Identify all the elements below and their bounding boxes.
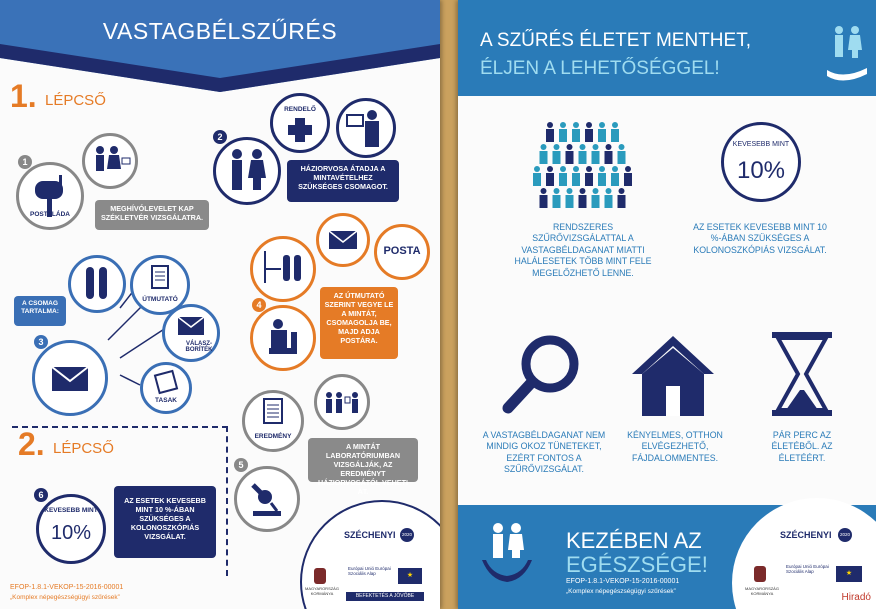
government-label: MAGYARORSZÁG KORMÁNYA [305,586,339,596]
envelope-circle [162,304,220,362]
test-tube-icon [71,258,123,310]
poster-title: VASTAGBÉLSZŰRÉS [102,18,338,44]
result-circle [242,390,304,452]
toilet-circle [250,305,316,371]
less-than-label: KEVESEBB MINT [44,507,98,514]
step1-heading: LÉPCSŐ [45,92,106,109]
headline-line2: ÉLJEN A LEHETŐSÉGGEL! [480,58,720,79]
crowd-icon [528,118,638,210]
step-number: 1 [18,155,32,169]
project-code: EFOP-1.8.1-VEKOP-15-2016-00001 [566,578,680,585]
people-icon [317,377,367,427]
news-watermark: Hiradó [820,590,874,606]
step-number: 3 [34,335,48,349]
percent-value: 10% [736,157,786,184]
text-colonoscopy: AZ ESETEK KEVESEBB MINT 10 %-ÁBAN SZÜKSÉGES A KOLONOSZKÓPIÁS VIZSGÁLAT. [693,222,827,255]
project-code: EFOP-1.8.1-VEKOP-15-2016-00001 [10,584,124,591]
text-few-minutes: PÁR PERC AZ ÉLETÉBŐL. AZ ÉLETÉÉRT. [771,430,833,463]
people-circle [314,374,370,430]
info-box-instructions: AZ ÚTMUTATÓ SZERINT VEGYE LE A MINTÁT, CSOMAGOLJA BE, MAJD ADJA POSTÁRA. [320,287,398,359]
eu-flag-icon: ★ [836,566,862,582]
test-tube-icon [253,239,313,299]
less-than-label: KEVESEBB MINT [732,141,790,148]
envelope-circle [316,213,370,267]
government-label: MAGYARORSZÁG KORMÁNYA [745,586,779,596]
sample-circle [250,236,316,302]
house-icon [628,330,718,420]
headline-line1: A SZŰRÉS ÉLETET MENTHET, [480,30,751,51]
eu-label: Európai Unió Európai Szociális Alap [348,566,391,576]
clinic-label: RENDELŐ [284,106,316,113]
guide-label: ÚTMUTATÓ [142,296,178,303]
step2-heading: LÉPCSŐ [53,440,114,457]
microscope-icon [237,469,297,529]
hand-family-icon [478,520,536,590]
szechenyi-logo-text: SZÉCHENYI [780,530,832,540]
investment-tagline: BEFEKTETÉS A JÖVŐBE [346,592,424,601]
step-number: 4 [252,298,266,312]
program-name: „Komplex népegészségügyi szűrések” [10,594,120,601]
post-circle [374,224,430,280]
coat-of-arms-icon [314,568,326,584]
right-poster [458,0,876,609]
info-box-colonoscopy: AZ ESETEK KEVESEBB MINT 10 %-ÁBAN SZÜKSÉGES A KOLONOSZKÓPIÁS VIZSGÁLAT. [114,486,216,558]
step-number: 5 [234,458,248,472]
post-label: POSTA [383,245,421,257]
eu-flag-icon: ★ [398,568,422,584]
step2-number: 2. [18,426,45,462]
bag-circle [140,362,192,414]
mailbox-label: POSTALÁDA [30,211,70,218]
reply-envelope-label: VÁLASZ-BORÍTÉK [185,341,213,353]
step-number: 2 [213,130,227,144]
info-box-invitation: MEGHÍVÓLEVELET KAP SZÉKLETVÉR VIZSGÁLATRA. [95,200,209,230]
coat-of-arms-icon [754,566,766,582]
percent-value: 10% [50,522,92,544]
bag-label: TASAK [155,397,177,404]
step-number: 6 [34,488,48,502]
text-regular-screening: RENDSZERES SZŰRŐVIZSGÁLATTAL A VASTAGBÉLDAGANAT MIATTI HALÁLESETEK TÖBB MINT FELE MEGELŐZHETŐ LENNE. [514,222,652,278]
tubes-circle [68,255,126,313]
hourglass-icon [770,330,834,420]
microscope-circle [234,466,300,532]
percent-circle [721,122,801,202]
program-name: „Komplex népegészségügyi szűrések” [566,588,676,595]
text-comfortable: KÉNYELMES, OTTHON ELVÉGEZHETŐ, FÁJDALOMMENTES. [627,430,723,463]
info-box-package: A CSOMAG TARTALMA: [14,296,66,326]
eu-label: Európai Unió Európai Szociális Alap [786,564,829,574]
envelope-icon [319,216,367,264]
bag-icon [143,365,189,399]
slogan-line1: KEZÉBEN AZ [566,528,702,553]
result-label: EREDMÉNY [254,433,292,440]
hand-family-icon [823,22,871,84]
magnifier-icon [498,330,588,420]
szechenyi-year-badge: 2020 [838,528,852,542]
szechenyi-logo-text: SZÉCHENYI [344,530,396,540]
document-icon [133,258,187,298]
toilet-person-icon [253,308,313,368]
szechenyi-year-badge: 2020 [400,528,414,542]
envelope-icon [165,307,217,341]
info-box-doctor: HÁZIORVOSA ÁTADJA A MINTAVÉTELHEZ SZÜKSÉGES CSOMAGOT. [287,160,399,202]
slogan-line2: EGÉSZSÉGE! [566,552,708,577]
percent-circle [36,494,106,564]
document-icon [245,393,301,433]
envelope-icon [35,343,105,413]
info-box-lab: A MINTÁT LABORATÓRIUMBAN VIZSGÁLJÁK, AZ EREDMÉNYT HÁZIORVOSÁTÓL VEHETI ÁT. [308,438,418,482]
text-symptoms: A VASTAGBÉLDAGANAT NEM MINDIG OKOZ TÜNETEKET, EZÉRT FONTOS A SZŰRŐVIZSGÁLAT. [482,430,606,475]
step1-number: 1. [10,78,37,114]
letter-circle [32,340,108,416]
